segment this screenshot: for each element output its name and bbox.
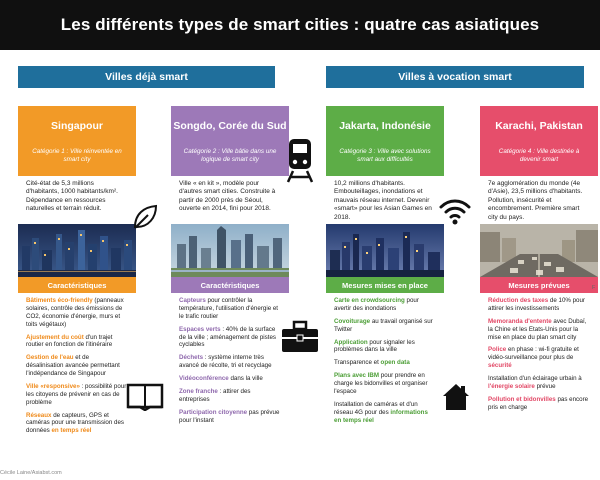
city-category: Catégorie 3 : Ville avec solutions smart aux difficultés	[326, 146, 444, 176]
list-item: Plans avec IBM pour prendre en charge les bidonvilles et organiser l'espace	[334, 372, 428, 395]
image-credit: Cécile Laine/Asiabst.com	[0, 470, 62, 476]
list-item: Bâtiments éco-friendly (panneaux solaires, contrôle des émissions de CO2, économie d'énergie, murs et toits végétaux)	[26, 297, 124, 328]
list-item: Déchets : système interne très avancé de récolte, tri et recyclage	[179, 354, 272, 370]
city-category: Catégorie 2 : Ville bâtie dans une logique de smart city	[171, 146, 289, 176]
list-item: Réseaux de capteurs, GPS et caméras pour une transmission des données en temps réel	[26, 411, 125, 435]
skyline-image	[18, 224, 136, 277]
list-item: Réduction des taxes de 10% pour attirer les investissements	[488, 297, 585, 312]
city-photo-singapour	[18, 224, 136, 277]
list-item: Pollution et bidonvilles pas encore pris en charge	[488, 395, 589, 411]
list-item: Carte en crowdsourcing pour avertir des inondations	[334, 297, 419, 312]
city-photo-songdo	[171, 224, 289, 277]
city-photo-karachi	[480, 224, 598, 277]
list-item: Participation citoyenne pas prévue pour l'instant	[179, 408, 280, 424]
city-photo-jakarta	[326, 224, 444, 277]
column-songdo	[171, 106, 289, 458]
list-item: Vidéoconférence dans la ville	[179, 375, 263, 382]
section-heading-right: Villes à vocation smart	[326, 66, 584, 88]
city-category: Catégorie 1 : Ville réinventée en smart city	[18, 146, 136, 176]
city-description: Cité-état de 5,3 millions d'habitants, 1000 habitants/km². Dépendance en ressources naturelles et terrain réduit.	[18, 176, 136, 224]
edge-text: F	[592, 285, 596, 291]
list-item: Capteurs pour contrôler la température, l'utilisation d'énergie et le trafic routier	[179, 297, 279, 320]
city-name: Singapour	[18, 106, 136, 146]
list-item: Installation d'un éclairage urbain à l'énergie solaire prévue	[488, 375, 582, 390]
list-item: Covoiturage au travail organisé sur Twitter	[334, 317, 433, 333]
column-subheading: Caractéristiques	[171, 277, 289, 293]
section-heading-left: Villes déjà smart	[18, 66, 275, 88]
wifi-icon	[438, 198, 472, 226]
feature-list	[171, 293, 289, 424]
city-name: Karachi, Pakistan	[480, 106, 598, 146]
city-name: Songdo, Corée du Sud	[171, 106, 289, 146]
city-description: 10,2 millions d'habitants. Embouteillages, inondations et mauvais réseau internet. Devenir «smart» pour les Asian Games en 2018.	[326, 176, 444, 224]
column-subheading: Mesures mises en place	[326, 277, 444, 293]
page-title: Les différents types de smart cities : quatre cas asiatiques	[60, 15, 540, 34]
list-item: Gestion de l'eau et de désalinisation avancée permettant l'indépendance de Singapour	[26, 354, 120, 377]
skyline-image	[171, 224, 289, 277]
column-jakarta	[326, 106, 444, 458]
leaf-icon	[130, 202, 160, 232]
column-karachi	[480, 106, 598, 458]
title-bar	[0, 0, 600, 50]
column-subheading: Caractéristiques	[18, 277, 136, 293]
list-item: Espaces verts : 40% de la surface de la ville ; aménagement de pistes cyclables	[179, 325, 276, 349]
street-image	[480, 224, 598, 277]
list-item: Application pour signaler les problèmes dans la ville	[334, 338, 415, 354]
list-item: Zone franche : attirer des entreprises	[179, 387, 251, 403]
list-item: Ajustement du coût d'un trajet routier en fonction de l'itinéraire	[26, 333, 113, 349]
list-item: Police en phase : wi-fi gratuite et vidéo-surveillance pour plus de sécurité	[488, 346, 579, 370]
feature-list	[480, 293, 598, 412]
book-icon	[126, 383, 164, 411]
list-item: Memoranda d'entente avec Dubaï, la Chine et les Etats-Unis pour la mise en place du plan smart city	[488, 317, 587, 341]
column-subheading: Mesures prévues	[480, 277, 598, 293]
briefcase-icon	[280, 320, 320, 354]
list-item: Ville «responsive» : possibilité pour les citoyens de prévenir en cas de problème	[26, 382, 127, 406]
list-item: Transparence et open data	[334, 359, 410, 367]
city-category: Catégorie 4 : Ville destinée à devenir smart	[480, 146, 598, 176]
train-icon	[284, 136, 316, 184]
feature-list	[326, 293, 444, 424]
city-description: Ville « en kit », modèle pour d'autres smart cities. Construite à partir de 2000 près de Séoul, ouverte en 2014, fini pour 2018.	[171, 176, 289, 224]
skyline-image	[326, 224, 444, 277]
feature-list	[18, 293, 136, 435]
city-description: 7e agglomération du monde (4e d'Asie), 23,5 millions d'habitants. Pollution, insécurité et encombrement. Première smart city du pays.	[480, 176, 598, 224]
column-singapour	[18, 106, 136, 458]
list-item: Installation de caméras et d'un réseau 4G pour des informations en temps réel	[334, 400, 428, 424]
city-name: Jakarta, Indonésie	[326, 106, 444, 146]
house-icon	[442, 382, 470, 412]
